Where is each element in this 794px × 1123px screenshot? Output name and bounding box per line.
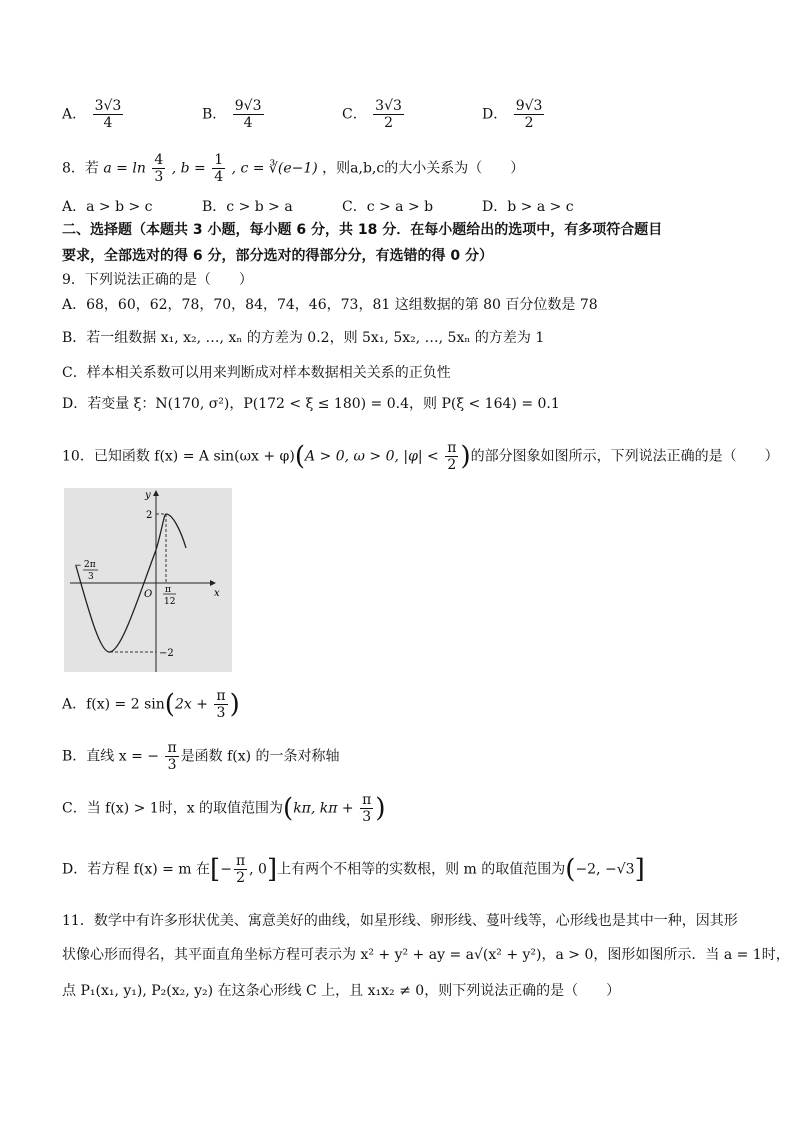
q10-graph [64, 488, 232, 672]
q10-option-b: B．直线 x = − $\frac{\pi}{3}$ 是函数 f(x) 的一条对称轴 [62, 740, 340, 773]
q8-option-a: A．a > b > c [62, 199, 153, 215]
right-tick-denominator: 12 [164, 597, 176, 607]
left-zero-sign: − [74, 561, 82, 571]
fraction-denominator: 2 [384, 115, 393, 131]
option-letter: A． [62, 106, 87, 123]
option-letter: B． [202, 106, 227, 123]
q9-stem: 9．下列说法正确的是（ ） [62, 272, 253, 288]
q7-option-b [202, 98, 266, 131]
left-zero-numerator: 2π [84, 560, 96, 570]
q9-option-d: D．若变量 ξ：N(170, σ²)，P(172 < ξ ≤ 180) = 0.4，则 P(ξ < 164) = 0.1 [62, 396, 560, 412]
y-axis-label: y [145, 490, 151, 501]
y-max-label: 2 [146, 510, 153, 521]
y-min-label: −2 [159, 648, 174, 659]
q8-option-b: B．c > b > a [202, 199, 293, 215]
fraction-denominator: 4 [243, 115, 253, 131]
q11-line1: 11．数学中有许多形状优美、寓意美好的曲线，如星形线、卵形线、蔓叶线等，心形线也是其中一种，因其形 [62, 913, 738, 929]
q10-stem: 10．已知函数 f(x) = A sin(ωx + φ)(A > 0, ω > 0, |φ| < $\frac{\pi}{2}$ )的部分图象如图所示，下列说法正确的是（ ） [62, 440, 779, 473]
q7-option-d [482, 98, 546, 131]
q9-option-a: A．68，60，62，78，70，84，74，46，73，81 这组数据的第 80 百分位数是 78 [62, 297, 598, 313]
fraction-numerator: 9√3 [234, 98, 262, 114]
q9-option-b: B．若一组数据 x₁, x₂, …, xₙ 的方差为 0.2，则 5x₁, 5x₂, …, 5xₙ 的方差为 1 [62, 330, 545, 346]
q11-line3: 点 P₁(x₁, y₁), P₂(x₂, y₂) 在这条心形线 C 上，且 x₁x₂ ≠ 0，则下列说法正确的是（ ） [62, 983, 621, 999]
q8-stem: 8．若 a = ln $\frac{4}{3}$ , b = $\frac{1}{4}$ , c = ∛(e−1) ，则a,b,c的大小关系为（ ） [62, 152, 525, 185]
q11-line2: 状像心形而得名，其平面直角坐标方程可表示为 x² + y² + ay = a√(x² + y²)，a > 0，图形如图所示．当 a = 1时， [62, 947, 790, 963]
x-axis-label: x [214, 588, 220, 599]
y-axis-arrow-icon [153, 490, 159, 496]
section-heading-line1: 二、选择题（本题共 3 小题，每小题 6 分，共 18 分．在每小题给出的选项中，有多项符合题目 [62, 222, 663, 238]
section-heading-line2: 要求，全部选对的得 6 分，部分选对的得部分分，有选错的得 0 分） [62, 248, 493, 264]
origin-label: O [144, 589, 153, 600]
x-axis-arrow-icon [210, 580, 216, 586]
q7-option-c [342, 98, 406, 131]
q10-option-c: C．当 f(x) > 1时，x 的取值范围为(kπ, kπ + $\frac{\pi}{3}$ ) [62, 792, 386, 825]
q10-option-a: A．f(x) = 2 sin(2x + $\frac{\pi}{3}$ ) [62, 688, 240, 721]
fraction-denominator: 2 [524, 115, 534, 131]
q7-option-a [62, 98, 125, 131]
q9-option-c: C．样本相关系数可以用来判断成对样本数据相关关系的正负性 [62, 365, 451, 381]
q8-option-d: D．b > a > c [482, 199, 574, 215]
sine-graph-svg [64, 488, 232, 672]
fraction-numerator: 3√3 [94, 98, 122, 114]
q8-option-c: C．c > a > b [342, 199, 434, 215]
option-letter: D． [482, 106, 508, 123]
right-tick-numerator: π [165, 585, 171, 595]
option-letter: C． [342, 106, 367, 123]
fraction-denominator: 4 [103, 115, 113, 131]
fraction-numerator: 9√3 [515, 98, 543, 114]
fraction-numerator: 3√3 [375, 98, 402, 114]
left-zero-denominator: 3 [88, 572, 94, 582]
q10-option-d: D．若方程 f(x) = m 在[− $\frac{\pi}{2}$ , 0]上有两个不相等的实数根，则 m 的取值范围为(−2, −√3] [62, 853, 645, 886]
